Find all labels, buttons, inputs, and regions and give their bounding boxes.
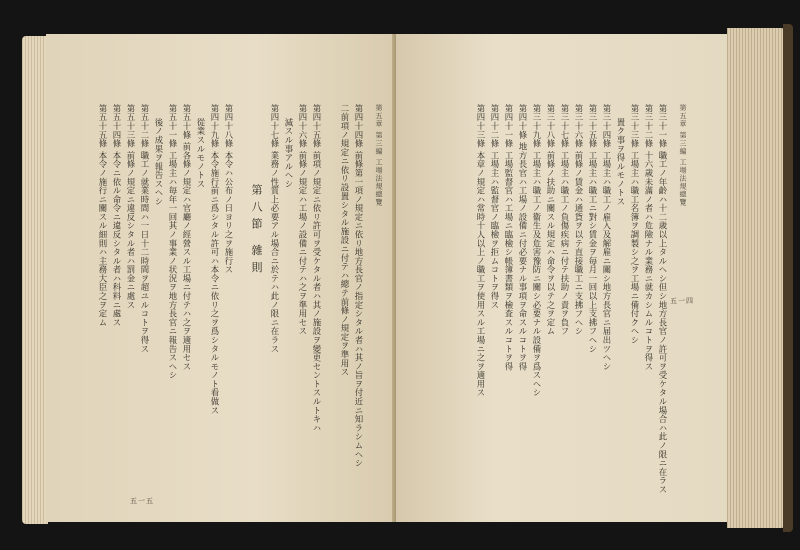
- right-page: [396, 34, 728, 522]
- paragraph: 減スル事アルヘシ: [284, 118, 294, 189]
- paragraph: 第五十四條 本令ニ依ル命令ニ違反シタル者ハ科料ニ處ス: [112, 104, 122, 327]
- paragraph: 第四十九條 本令施行前ニ爲シタル許可ハ本令ニ依リ之ヲ爲シタルモノト看做ス: [210, 104, 220, 415]
- left-page-edges: [22, 36, 48, 524]
- paragraph: 第三十一條 職工ノ年齡ハ十二歳以上タルヘシ但シ地方長官ノ許可ヲ受ケタル場合ハ此ノ限ニ在ラス: [658, 104, 668, 494]
- paragraph: 第四十二條 工場主ハ監督官ノ臨檢ヲ拒ムコトヲ得ス: [490, 104, 500, 310]
- paragraph: 第三十六條 前條ノ賃金ハ通貨ヲ以テ直接職工ニ支拂フヘシ: [574, 104, 584, 336]
- paragraph: 二前項ノ規定ニ依リ設置シタル施設ニ付テハ總テ前條ノ規定ヲ準用ス: [340, 104, 350, 377]
- left-page: [46, 34, 396, 522]
- paragraph: 第三十九條 工場主ハ職工ノ衞生及危害豫防ニ關シ必要ナル設備ヲ爲スヘシ: [532, 104, 542, 398]
- open-book: [22, 28, 787, 528]
- paragraph: 第四十五條 前項ノ規定ニ依リ許可ヲ受ケタル者ハ其ノ施設ヲ變更セントスルトキハ: [312, 104, 322, 433]
- paragraph: 第三十四條 工場主ハ職工ノ雇入及解雇ニ關シ地方長官ニ届出ツヘシ: [602, 104, 612, 371]
- paragraph: 第四十八條 本令ハ公布ノ日ヨリ之ヲ施行ス: [224, 104, 234, 275]
- paragraph: 第四十七條 業務ノ性質上必要アル場合ニ於テハ此ノ限ニ在ラス: [270, 104, 280, 354]
- paragraph: 第五十條 前各條ノ規定ハ官廳ノ經營スル工場ニ付テハ之ヲ適用セス: [182, 104, 192, 371]
- paragraph: 第三十八條 前條ノ扶助ニ關スル規定ハ命令ヲ以テ之ヲ定ム: [546, 104, 556, 336]
- paragraph: 第三十三條 工場主ハ職工名簿ヲ調製シ之ヲ工場ニ備付クヘシ: [630, 104, 640, 345]
- paragraph: 第四十四條 前條第一項ノ規定ニ依リ地方長官ノ指定シタル者ハ其ノ旨ヲ付近ニ知ラシムヘシ: [354, 104, 364, 468]
- paragraph: 第三十七條 工場主ハ職工ノ負傷疾病ニ付テ扶助ノ責ヲ負フ: [560, 104, 570, 336]
- section-heading: 第八節 雜則: [250, 184, 263, 279]
- paragraph: 第五十二條 職工ノ就業時間ハ一日十二時間ヲ超ユルコトヲ得ス: [140, 104, 150, 354]
- right-page-edges: [727, 28, 787, 528]
- paragraph: 第五十一條 工場主ハ毎年一回其ノ事業ノ状況ヲ地方長官ニ報告スヘシ: [168, 104, 178, 380]
- left-page-number: 五一五: [130, 497, 154, 505]
- paragraph: 第四十條 地方長官ハ工場ノ設備ニ付必要ナル事項ヲ命スルコトヲ得: [518, 104, 528, 371]
- paragraph: 置ク事ヲ得ルモノトス: [616, 118, 626, 206]
- left-page-header: 第五章 第三編 工場法規總覽: [375, 104, 383, 207]
- right-page-number: 五一四: [670, 297, 694, 305]
- paragraph: 從業スルモノトス: [196, 118, 206, 189]
- paragraph: 第四十一條 工場監督官ハ工場ニ臨檢シ帳簿書類ヲ檢査スルコトヲ得: [504, 104, 514, 371]
- paragraph: 第五十五條 本令ノ施行ニ關スル細則ハ主務大臣之ヲ定ム: [98, 104, 108, 327]
- paragraph: 第四十六條 前條ノ規定ハ工場ノ設備ニ付テハ之ヲ準用セス: [298, 104, 308, 336]
- right-page-header: 第五章 第三編 工場法規總覽: [679, 104, 687, 207]
- paragraph: 第四十三條 本章ノ規定ハ常時十人以上ノ職工ヲ使用スル工場ニ之ヲ適用ス: [476, 104, 486, 398]
- paragraph: 第三十五條 工場主ハ職工ニ對シ賃金ヲ毎月一回以上支拂フヘシ: [588, 104, 598, 354]
- paragraph: 第五十三條 前條ノ規定ニ違反シタル者ハ罰金ニ處ス: [126, 104, 136, 310]
- book-cover-edge: [783, 24, 793, 532]
- paragraph: 第三十二條 十六歳未滿ノ者ハ危險ナル業務ニ就カシムルコトヲ得ス: [644, 104, 654, 371]
- paragraph: 後ノ成果ヲ報告スヘシ: [154, 118, 164, 206]
